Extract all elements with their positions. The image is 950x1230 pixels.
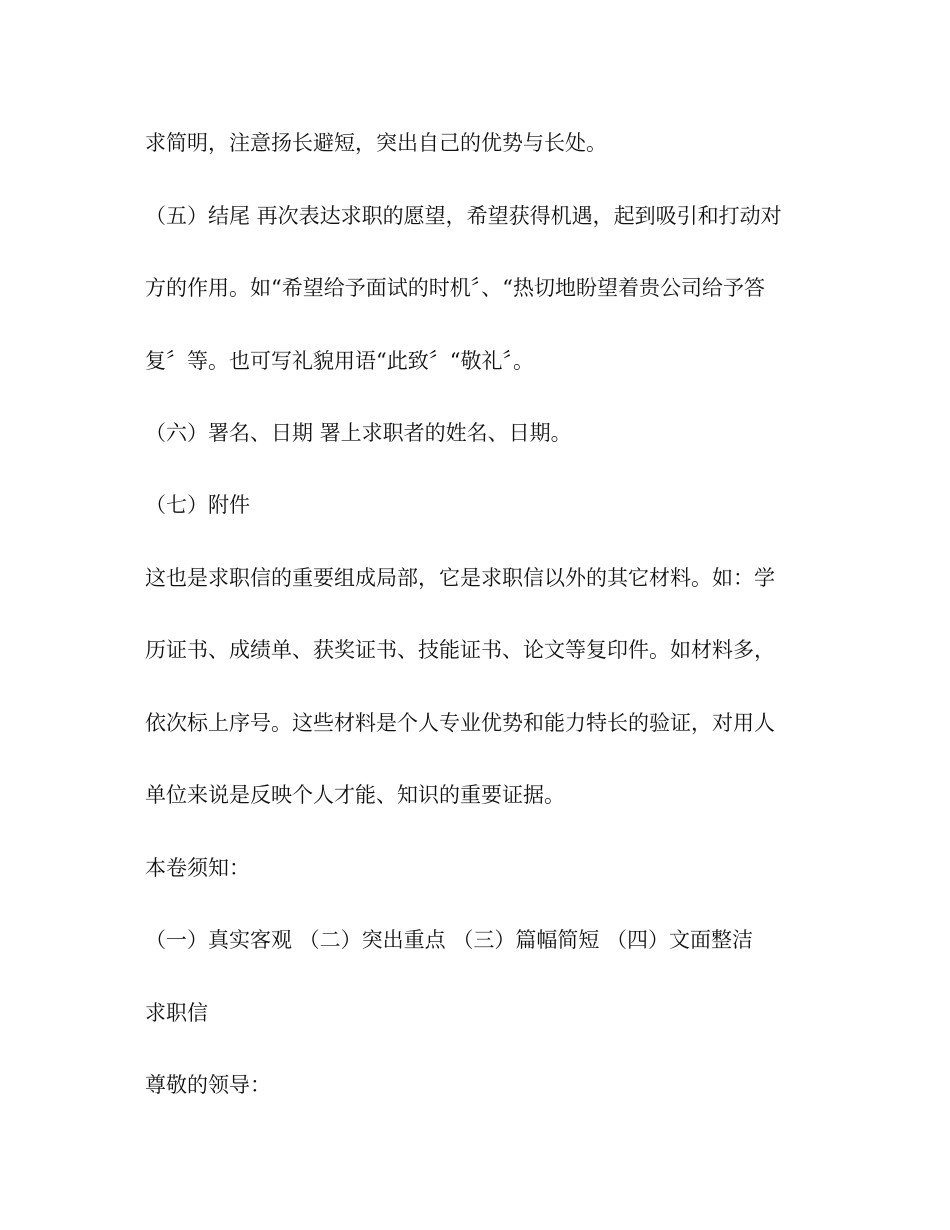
letter-title: 求职信 (145, 1001, 208, 1025)
text-line: （七）附件 (145, 493, 250, 517)
text-line: 复〞等。也可写礼貌用语“此致〞“敬礼〞。 (145, 349, 534, 373)
text-line: （五）结尾 再次表达求职的愿望，希望获得机遇，起到吸引和打动对 (145, 204, 782, 228)
text-line: （六）署名、日期 署上求职者的姓名、日期。 (145, 421, 572, 445)
text-line: 这也是求职信的重要组成局部，它是求职信以外的其它材料。如：学 (145, 566, 775, 590)
notice-heading: 本卷须知： (145, 856, 250, 880)
text-line: 历证书、成绩单、获奖证书、技能证书、论文等复印件。如材料多， (145, 638, 775, 662)
text-line: 方的作用。如“希望给予面试的时机〞、“热切地盼望着贵公司给予答 (145, 276, 765, 300)
text-line: 单位来说是反映个人才能、知识的重要证据。 (145, 783, 565, 807)
text-line: 求简明，注意扬长避短，突出自己的优势与长处。 (145, 131, 607, 155)
letter-salutation: 尊敬的领导： (145, 1073, 271, 1097)
text-line: 依次标上序号。这些材料是个人专业优势和能力特长的验证，对用人 (145, 711, 775, 735)
notice-items: （一）真实客观 （二）突出重点 （三）篇幅简短 （四）文面整洁 (145, 928, 754, 952)
